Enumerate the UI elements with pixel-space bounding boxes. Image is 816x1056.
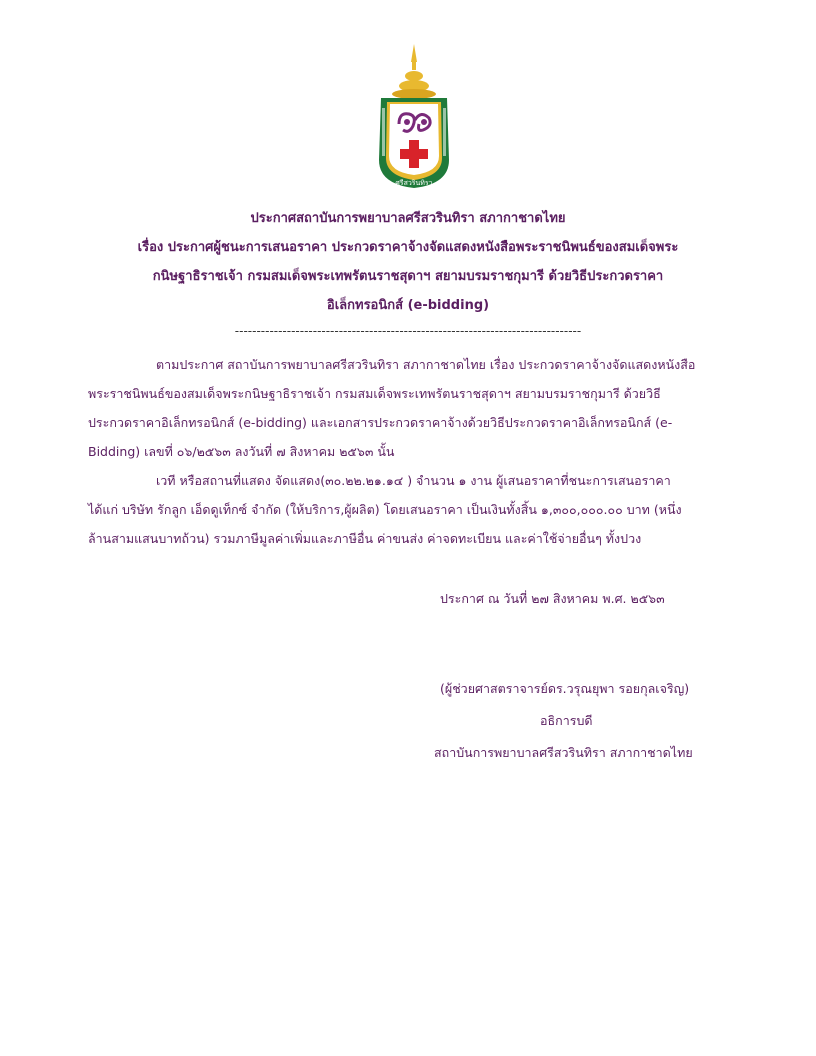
body-paragraph-2-line-1: เวที หรือสถานที่แสดง จัดแสดง(๓๐.๒๒.๒๑.๑๔ ) จำนวน ๑ งาน ผู้เสนอราคาที่ชนะการเสนอราคา bbox=[156, 473, 671, 488]
body-paragraph-1-line-3: ประกวดราคาอิเล็กทรอนิกส์ (e-bidding) และเอกสารประกวดราคาจ้างด้วยวิธีประกวดราคาอิเล็กทรอนิกส์ (e- bbox=[88, 415, 673, 430]
hospital-emblem-icon bbox=[369, 42, 459, 190]
announcement-title: ประกาศสถาบันการพยาบาลศรีสวรินทิรา สภากาชาดไทย bbox=[250, 211, 566, 226]
announcement-subject-line-3: อิเล็กทรอนิกส์ (e-bidding) bbox=[326, 298, 490, 313]
body-paragraph-2-line-2: ได้แก่ บริษัท รักลูก เอ็ดดูเท็กซ์ จำกัด (ให้บริการ,ผู้ผลิต) โดยเสนอราคา เป็นเงินทั้งสิ้น ๑,๓๐๐,๐๐๐.๐๐ บาท (หนึ่ง bbox=[88, 502, 682, 517]
announcement-subject-line-2: กนิษฐาธิราชเจ้า กรมสมเด็จพระเทพรัตนราชสุดาฯ สยามบรมราชกุมารี ด้วยวิธีประกวดราคา bbox=[152, 269, 664, 284]
body-paragraph-2-line-3: ล้านสามแสนบาทถ้วน) รวมภาษีมูลค่าเพิ่มและภาษีอื่น ค่าขนส่ง ค่าจดทะเบียน และค่าใช้จ่ายอื่นๆ ทั้งปวง bbox=[88, 531, 642, 546]
body-paragraph-1-line-4: Bidding) เลขที่ ๐๖/๒๕๖๓ ลงวันที่ ๗ สิงหาคม ๒๕๖๓ นั้น bbox=[88, 444, 395, 459]
announcement-subject-line-1: เรื่อง ประกาศผู้ชนะการเสนอราคา ประกวดราคาจ้างจัดแสดงหนังสือพระราชนิพนธ์ของสมเด็จพระ bbox=[137, 240, 679, 255]
body-paragraph-1-line-2: พระราชนิพนธ์ของสมเด็จพระกนิษฐาธิราชเจ้า กรมสมเด็จพระเทพรัตนราชสุดาฯ สยามบรมราชกุมารี ด้วยวิธี bbox=[88, 386, 661, 401]
announcement-date: ประกาศ ณ วันที่ ๒๗ สิงหาคม พ.ศ. ๒๕๖๓ bbox=[440, 591, 665, 606]
separator-line: -------------------------------------------------------------------------------- bbox=[234, 324, 582, 338]
signatory-position: อธิการบดี bbox=[540, 713, 593, 728]
signatory-organization: สถาบันการพยาบาลศรีสวรินทิรา สภากาชาดไทย bbox=[434, 745, 693, 760]
signatory-name: (ผู้ช่วยศาสตราจารย์ดร.วรุณยุพา รอยกุลเจริญ) bbox=[440, 681, 690, 696]
body-paragraph-1-line-1: ตามประกาศ สถาบันการพยาบาลศรีสวรินทิรา สภากาชาดไทย เรื่อง ประกวดราคาจ้างจัดแสดงหนังสือ bbox=[156, 357, 696, 372]
emblem-bottom-text: ศรีสวรินทิรา bbox=[395, 179, 433, 187]
